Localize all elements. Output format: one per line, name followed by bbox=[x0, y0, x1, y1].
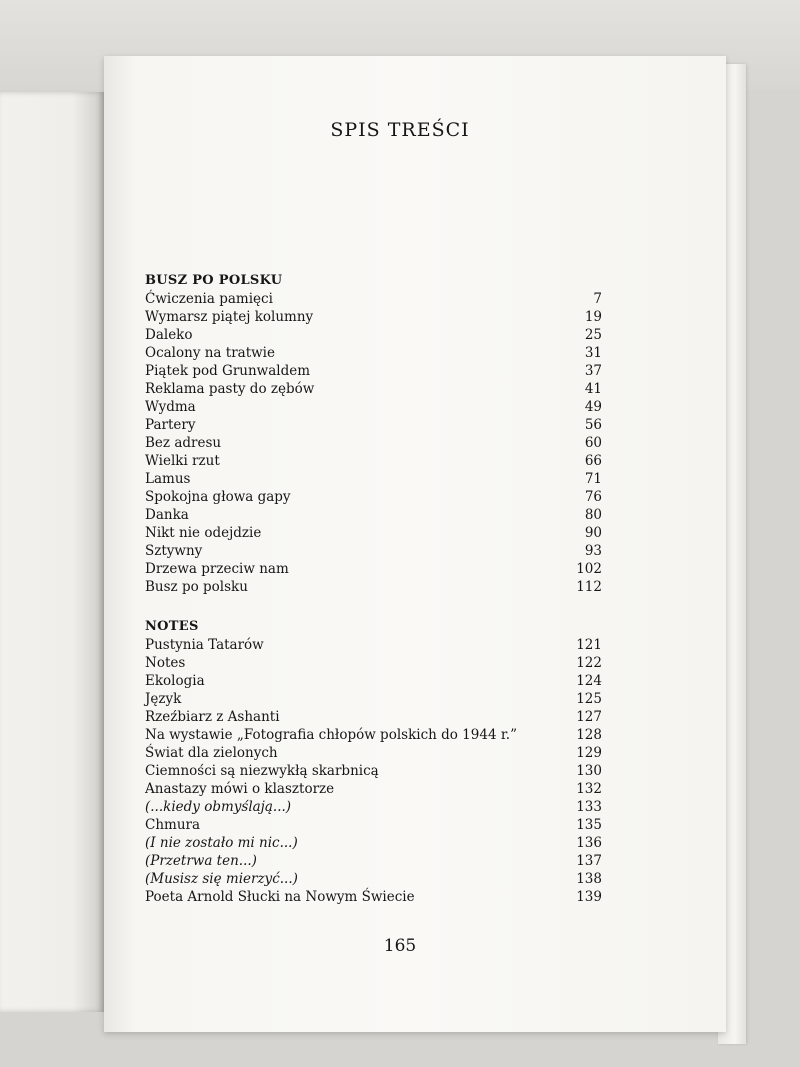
toc-entry bbox=[145, 816, 602, 834]
toc-entry-title: Wielki rzut bbox=[145, 453, 220, 469]
toc-entry-page: 31 bbox=[584, 345, 602, 361]
toc-entry-page: 138 bbox=[576, 871, 602, 887]
toc-entry-page: 137 bbox=[576, 853, 602, 869]
toc-entry bbox=[145, 888, 602, 906]
toc-entry-page: 66 bbox=[584, 453, 602, 469]
toc-entry bbox=[145, 452, 602, 470]
page-title: SPIS TREŚCI bbox=[330, 119, 470, 141]
toc-entry-page: 121 bbox=[576, 637, 602, 653]
toc-entry-page: 122 bbox=[576, 655, 602, 671]
page-number: 165 bbox=[383, 936, 417, 956]
toc-entry bbox=[145, 524, 602, 542]
toc-entry-page: 80 bbox=[584, 507, 602, 523]
toc-entry-title: (Przetrwa ten...) bbox=[145, 853, 257, 869]
toc-entry-title: Sztywny bbox=[145, 543, 203, 559]
toc-entry-page: 136 bbox=[576, 835, 602, 851]
toc-entry bbox=[145, 380, 602, 398]
toc-entry-title: Piątek pod Grunwaldem bbox=[145, 363, 311, 379]
toc-entry-title: Notes bbox=[145, 655, 186, 671]
toc-entry-title: Danka bbox=[145, 507, 189, 523]
toc-entry bbox=[145, 726, 602, 744]
toc-entries bbox=[145, 636, 602, 906]
toc-entry-title: Wydma bbox=[145, 399, 196, 415]
toc-entry-page: 19 bbox=[584, 309, 602, 325]
toc-entry bbox=[145, 834, 602, 852]
toc-entry-page: 129 bbox=[576, 745, 602, 761]
toc-entry-page: 25 bbox=[584, 327, 602, 343]
toc-entry-page: 125 bbox=[576, 691, 602, 707]
toc-entry-page: 60 bbox=[584, 435, 602, 451]
toc-entry-page: 37 bbox=[584, 363, 602, 379]
toc-entry bbox=[145, 506, 602, 524]
section-heading: BUSZ PO POLSKU bbox=[145, 273, 283, 288]
toc-entry bbox=[145, 560, 602, 578]
toc-entry-page: 7 bbox=[593, 291, 602, 307]
toc-entry-page: 112 bbox=[576, 579, 602, 595]
toc-entries bbox=[145, 290, 602, 596]
toc-entry bbox=[145, 690, 602, 708]
toc-entry bbox=[145, 744, 602, 762]
facing-page bbox=[0, 92, 104, 1012]
toc-entry-title: Bez adresu bbox=[145, 435, 222, 451]
toc-entry bbox=[145, 672, 602, 690]
toc-entry-title: Anastazy mówi o klasztorze bbox=[145, 781, 335, 797]
toc-entry-page: 49 bbox=[584, 399, 602, 415]
toc-entry-title: Wymarsz piątej kolumny bbox=[145, 309, 314, 325]
toc-section bbox=[145, 618, 602, 906]
toc-entry-title: Lamus bbox=[145, 471, 191, 487]
toc-entry-title: Daleko bbox=[145, 327, 193, 343]
toc-entry bbox=[145, 470, 602, 488]
toc-entry bbox=[145, 362, 602, 380]
toc-entry bbox=[145, 708, 602, 726]
toc-entry bbox=[145, 762, 602, 780]
toc-entry-page: 71 bbox=[584, 471, 602, 487]
toc-entry-page: 90 bbox=[584, 525, 602, 541]
toc-entry-page: 135 bbox=[576, 817, 602, 833]
toc-entry-page: 130 bbox=[576, 763, 602, 779]
toc-entry-page: 56 bbox=[584, 417, 602, 433]
toc-entry bbox=[145, 542, 602, 560]
toc-entry-page: 102 bbox=[576, 561, 602, 577]
toc-entry bbox=[145, 416, 602, 434]
toc-entry-title: Nikt nie odejdzie bbox=[145, 525, 262, 541]
toc-entry-title: Na wystawie „Fotografia chłopów polskich do 1944 r.” bbox=[145, 727, 517, 743]
toc-entry bbox=[145, 654, 602, 672]
toc-entry-page: 127 bbox=[576, 709, 602, 725]
toc-entry-title: (Musisz się mierzyć...) bbox=[145, 871, 298, 887]
toc-entry-title: Partery bbox=[145, 417, 196, 433]
toc-entry bbox=[145, 488, 602, 506]
toc-entry-page: 124 bbox=[576, 673, 602, 689]
toc-entry-page: 76 bbox=[584, 489, 602, 505]
toc-entry bbox=[145, 326, 602, 344]
toc-entry-page: 139 bbox=[576, 889, 602, 905]
toc-section bbox=[145, 272, 602, 596]
toc-entry-page: 133 bbox=[576, 799, 602, 815]
toc-entry bbox=[145, 398, 602, 416]
toc-entry-title: Ciemności są niezwykłą skarbnicą bbox=[145, 763, 379, 779]
section-heading: NOTES bbox=[145, 619, 199, 634]
toc-entry bbox=[145, 870, 602, 888]
toc-entry-title: Pustynia Tatarów bbox=[145, 637, 264, 653]
toc-entry bbox=[145, 308, 602, 326]
toc-entry bbox=[145, 780, 602, 798]
toc-entry-title: (...kiedy obmyślają...) bbox=[145, 799, 292, 815]
toc-entry-title: Busz po polsku bbox=[145, 579, 248, 595]
toc-entry bbox=[145, 578, 602, 596]
toc-entry-title: (I nie zostało mi nic...) bbox=[145, 835, 298, 851]
toc-entry-title: Reklama pasty do zębów bbox=[145, 381, 315, 397]
toc-entry bbox=[145, 798, 602, 816]
toc-entry-title: Ćwiczenia pamięci bbox=[145, 291, 273, 307]
toc-entry-title: Rzeźbiarz z Ashanti bbox=[145, 709, 280, 725]
toc-entry-title: Język bbox=[145, 691, 182, 707]
toc-entry-title: Poeta Arnold Słucki na Nowym Świecie bbox=[145, 889, 415, 905]
toc-entry-title: Świat dla zielonych bbox=[145, 745, 278, 761]
toc-entry-page: 41 bbox=[584, 381, 602, 397]
toc-entry-page: 128 bbox=[576, 727, 602, 743]
toc-entry bbox=[145, 434, 602, 452]
toc-entry bbox=[145, 852, 602, 870]
toc-entry-title: Ekologia bbox=[145, 673, 205, 689]
toc-entry bbox=[145, 636, 602, 654]
toc-entry bbox=[145, 344, 602, 362]
toc-entry-page: 93 bbox=[584, 543, 602, 559]
toc-entry-page: 132 bbox=[576, 781, 602, 797]
toc-entry-title: Ocalony na tratwie bbox=[145, 345, 275, 361]
toc-entry-title: Chmura bbox=[145, 817, 201, 833]
toc-entry-title: Drzewa przeciw nam bbox=[145, 561, 289, 577]
toc-entry bbox=[145, 290, 602, 308]
toc-entry-title: Spokojna głowa gapy bbox=[145, 489, 291, 505]
